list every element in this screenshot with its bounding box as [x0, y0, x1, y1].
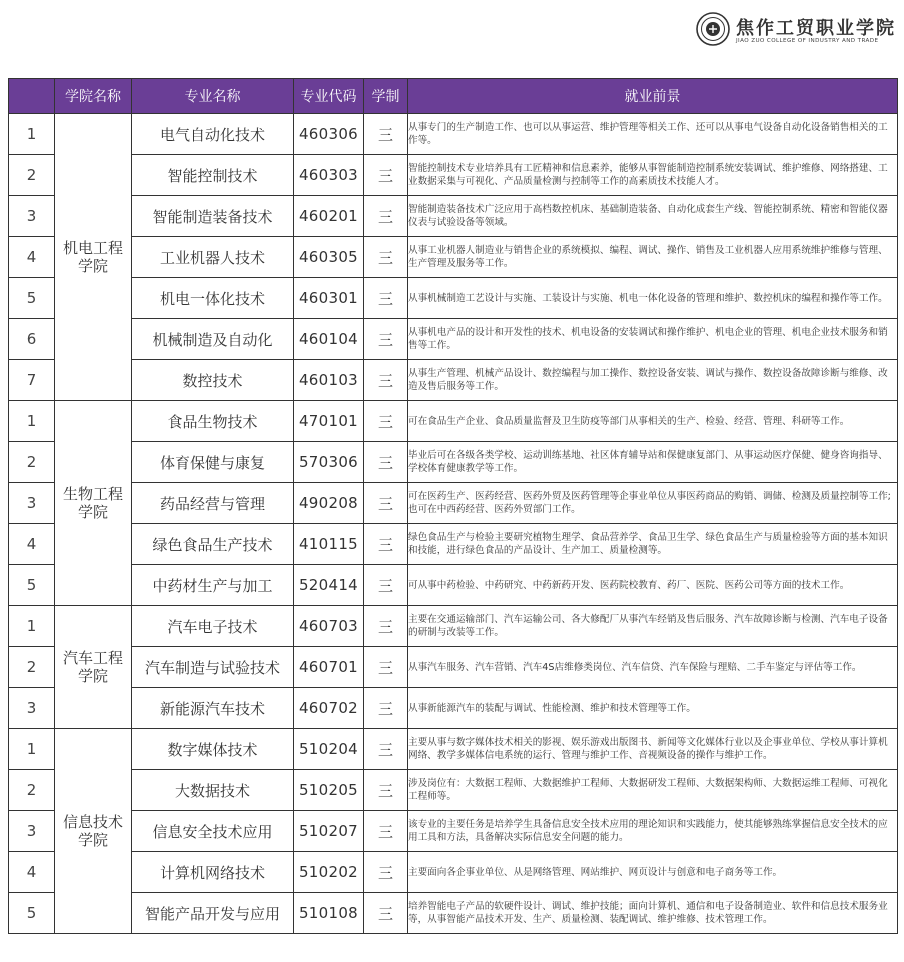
major-name: 汽车制造与试验技术: [132, 647, 294, 688]
major-name: 食品生物技术: [132, 401, 294, 442]
majors-table: [8, 78, 898, 934]
row-index: 4: [9, 852, 55, 893]
table-row: [9, 483, 898, 524]
row-index: 1: [9, 729, 55, 770]
major-name: 智能制造装备技术: [132, 196, 294, 237]
school-english-name: JIAO ZUO COLLEGE OF INDUSTRY AND TRADE: [736, 38, 879, 44]
major-code: 460306: [294, 114, 364, 155]
employment-prospect: 从事工业机器人制造业与销售企业的系统模拟、编程、调试、操作、销售及工业机器人应用系统维护维修与管理、生产管理及服务等工作。: [408, 237, 898, 278]
major-code: 510205: [294, 770, 364, 811]
employment-prospect: 从事机电产品的设计和开发性的技术、机电设备的安装调试和操作维护、机电企业的管理、机电企业技术服务和销售等工作。: [408, 319, 898, 360]
study-duration: 三: [364, 155, 408, 196]
study-duration: 三: [364, 360, 408, 401]
employment-prospect: 智能制造装备技术广泛应用于高档数控机床、基础制造装备、自动化成套生产线、智能控制系统、精密和智能仪器仪表与试验设备等领域。: [408, 196, 898, 237]
college-name: 生物工程 学院: [55, 401, 132, 606]
major-code: 470101: [294, 401, 364, 442]
row-index: 2: [9, 155, 55, 196]
table-row: [9, 524, 898, 565]
study-duration: 三: [364, 606, 408, 647]
major-name: 绿色食品生产技术: [132, 524, 294, 565]
major-name: 数控技术: [132, 360, 294, 401]
employment-prospect: 从事汽车服务、汽车营销、汽车4S店维修类岗位、汽车信贷、汽车保险与理赔、二手车鉴定与评估等工作。: [408, 647, 898, 688]
table-row: [9, 565, 898, 606]
table-body: [9, 114, 898, 934]
major-code: 510108: [294, 893, 364, 934]
major-name: 新能源汽车技术: [132, 688, 294, 729]
employment-prospect: 可在食品生产企业、食品质量监督及卫生防疫等部门从事相关的生产、检验、经营、管理、科研等工作。: [408, 401, 898, 442]
study-duration: 三: [364, 893, 408, 934]
school-header: [696, 8, 896, 52]
employment-prospect: 涉及岗位有：大数据工程师、大数据维护工程师、大数据研发工程师、大数据架构师、大数据运维工程师、可视化工程师等。: [408, 770, 898, 811]
major-code: 510204: [294, 729, 364, 770]
college-name: 机电工程 学院: [55, 114, 132, 401]
major-code: 460701: [294, 647, 364, 688]
row-index: 2: [9, 442, 55, 483]
table-row: [9, 893, 898, 934]
header-major: 专业名称: [132, 79, 294, 114]
major-code: 510202: [294, 852, 364, 893]
table-row: [9, 401, 898, 442]
row-index: 1: [9, 606, 55, 647]
study-duration: 三: [364, 483, 408, 524]
employment-prospect: 可在医药生产、医药经营、医药外贸及医药管理等企事业单位从事医药商品的购销、调储、检测及质量控制等工作;也可在中西药经营、医药外贸部门工作。: [408, 483, 898, 524]
major-code: 460103: [294, 360, 364, 401]
table-header-row: [9, 79, 898, 114]
employment-prospect: 毕业后可在各级各类学校、运动训练基地、社区体育辅导站和保健康复部门、从事运动医疗保健、健身咨询指导、学校体育健康教学等工作。: [408, 442, 898, 483]
major-code: 510207: [294, 811, 364, 852]
table-row: [9, 770, 898, 811]
table-row: [9, 360, 898, 401]
row-index: 3: [9, 196, 55, 237]
major-name: 智能产品开发与应用: [132, 893, 294, 934]
table-row: [9, 114, 898, 155]
study-duration: 三: [364, 278, 408, 319]
table-row: [9, 852, 898, 893]
employment-prospect: 主要面向各企事业单位、从是网络管理、网站维护、网页设计与创意和电子商务等工作。: [408, 852, 898, 893]
school-name: 焦作工贸职业学院: [736, 18, 896, 39]
major-code: 410115: [294, 524, 364, 565]
employment-prospect: 培养智能电子产品的软硬件设计、调试、维护技能；面向计算机、通信和电子设备制造业、软件和信息技术服务业等，从事智能产品技术开发、生产、质量检测、装配调试、维护维修、技术管理工作。: [408, 893, 898, 934]
study-duration: 三: [364, 811, 408, 852]
study-duration: 三: [364, 852, 408, 893]
employment-prospect: 从事新能源汽车的装配与调试、性能检测、维护和技术管理等工作。: [408, 688, 898, 729]
table-row: [9, 237, 898, 278]
major-name: 工业机器人技术: [132, 237, 294, 278]
major-code: 460104: [294, 319, 364, 360]
row-index: 3: [9, 688, 55, 729]
study-duration: 三: [364, 647, 408, 688]
major-name: 中药材生产与加工: [132, 565, 294, 606]
table-row: [9, 729, 898, 770]
major-name: 数字媒体技术: [132, 729, 294, 770]
major-code: 520414: [294, 565, 364, 606]
study-duration: 三: [364, 524, 408, 565]
study-duration: 三: [364, 401, 408, 442]
major-name: 计算机网络技术: [132, 852, 294, 893]
row-index: 1: [9, 401, 55, 442]
major-name: 大数据技术: [132, 770, 294, 811]
study-duration: 三: [364, 237, 408, 278]
employment-prospect: 可从事中药检验、中药研究、中药新药开发、医药院校教育、药厂、医院、医药公司等方面的技术工作。: [408, 565, 898, 606]
major-code: 460703: [294, 606, 364, 647]
college-name: 汽车工程 学院: [55, 606, 132, 729]
row-index: 4: [9, 524, 55, 565]
header-duration: 学制: [364, 79, 408, 114]
employment-prospect: 该专业的主要任务是培养学生具备信息安全技术应用的理论知识和实践能力，使其能够熟练掌握信息安全技术的应用工具和方法，具备解决实际信息安全问题的能力。: [408, 811, 898, 852]
table-row: [9, 196, 898, 237]
major-code: 460303: [294, 155, 364, 196]
header-college: 学院名称: [55, 79, 132, 114]
header-code: 专业代码: [294, 79, 364, 114]
row-index: 4: [9, 237, 55, 278]
row-index: 2: [9, 647, 55, 688]
major-code: 460702: [294, 688, 364, 729]
major-name: 智能控制技术: [132, 155, 294, 196]
major-name: 药品经营与管理: [132, 483, 294, 524]
study-duration: 三: [364, 729, 408, 770]
study-duration: 三: [364, 770, 408, 811]
row-index: 5: [9, 893, 55, 934]
header-index: [9, 79, 55, 114]
major-name: 信息安全技术应用: [132, 811, 294, 852]
row-index: 6: [9, 319, 55, 360]
school-seal-icon: [696, 12, 730, 46]
employment-prospect: 从事机械制造工艺设计与实施、工装设计与实施、机电一体化设备的管理和维护、数控机床的编程和操作等工作。: [408, 278, 898, 319]
employment-prospect: 绿色食品生产与检验主要研究植物生理学、食品营养学、食品卫生学、绿色食品生产与质量检验等方面的基本知识和技能，进行绿色食品的产品设计、生产加工、质量检测等。: [408, 524, 898, 565]
row-index: 2: [9, 770, 55, 811]
table-row: [9, 278, 898, 319]
study-duration: 三: [364, 114, 408, 155]
college-name: 信息技术 学院: [55, 729, 132, 934]
table-row: [9, 319, 898, 360]
study-duration: 三: [364, 196, 408, 237]
major-name: 汽车电子技术: [132, 606, 294, 647]
table-row: [9, 442, 898, 483]
row-index: 7: [9, 360, 55, 401]
major-code: 460301: [294, 278, 364, 319]
table-row: [9, 606, 898, 647]
employment-prospect: 从事专门的生产制造工作、也可以从事运营、维护管理等相关工作、还可以从事电气设备自动化设备销售相关的工作等。: [408, 114, 898, 155]
employment-prospect: 从事生产管理、机械产品设计、数控编程与加工操作、数控设备安装、调试与操作、数控设备故障诊断与维修、改造及售后服务等工作。: [408, 360, 898, 401]
major-code: 490208: [294, 483, 364, 524]
study-duration: 三: [364, 442, 408, 483]
row-index: 5: [9, 278, 55, 319]
major-name: 体育保健与康复: [132, 442, 294, 483]
employment-prospect: 主要在交通运输部门、汽车运输公司、各大修配厂从事汽车经销及售后服务、汽车故障诊断与检测、汽车电子设备的研制与改装等工作。: [408, 606, 898, 647]
header-prospect: 就业前景: [408, 79, 898, 114]
table-row: [9, 811, 898, 852]
study-duration: 三: [364, 688, 408, 729]
employment-prospect: 主要从事与数字媒体技术相关的影视、娱乐游戏出版图书、新闻等文化媒体行业以及企事业单位、学校从事计算机网络、教学多媒体信电系统的运行、管理与维护工作、音视频设备的操作与维护工作。: [408, 729, 898, 770]
major-name: 机械制造及自动化: [132, 319, 294, 360]
major-code: 570306: [294, 442, 364, 483]
major-code: 460305: [294, 237, 364, 278]
table-row: [9, 688, 898, 729]
major-name: 电气自动化技术: [132, 114, 294, 155]
row-index: 1: [9, 114, 55, 155]
row-index: 3: [9, 811, 55, 852]
major-code: 460201: [294, 196, 364, 237]
study-duration: 三: [364, 565, 408, 606]
row-index: 3: [9, 483, 55, 524]
study-duration: 三: [364, 319, 408, 360]
row-index: 5: [9, 565, 55, 606]
table-row: [9, 155, 898, 196]
major-name: 机电一体化技术: [132, 278, 294, 319]
employment-prospect: 智能控制技术专业培养具有工匠精神和信息素养，能够从事智能制造控制系统安装调试、维护维修、网络搭建、工业数据采集与可视化、产品质量检测与控制等工作的高素质技术技能人才。: [408, 155, 898, 196]
table-row: [9, 647, 898, 688]
